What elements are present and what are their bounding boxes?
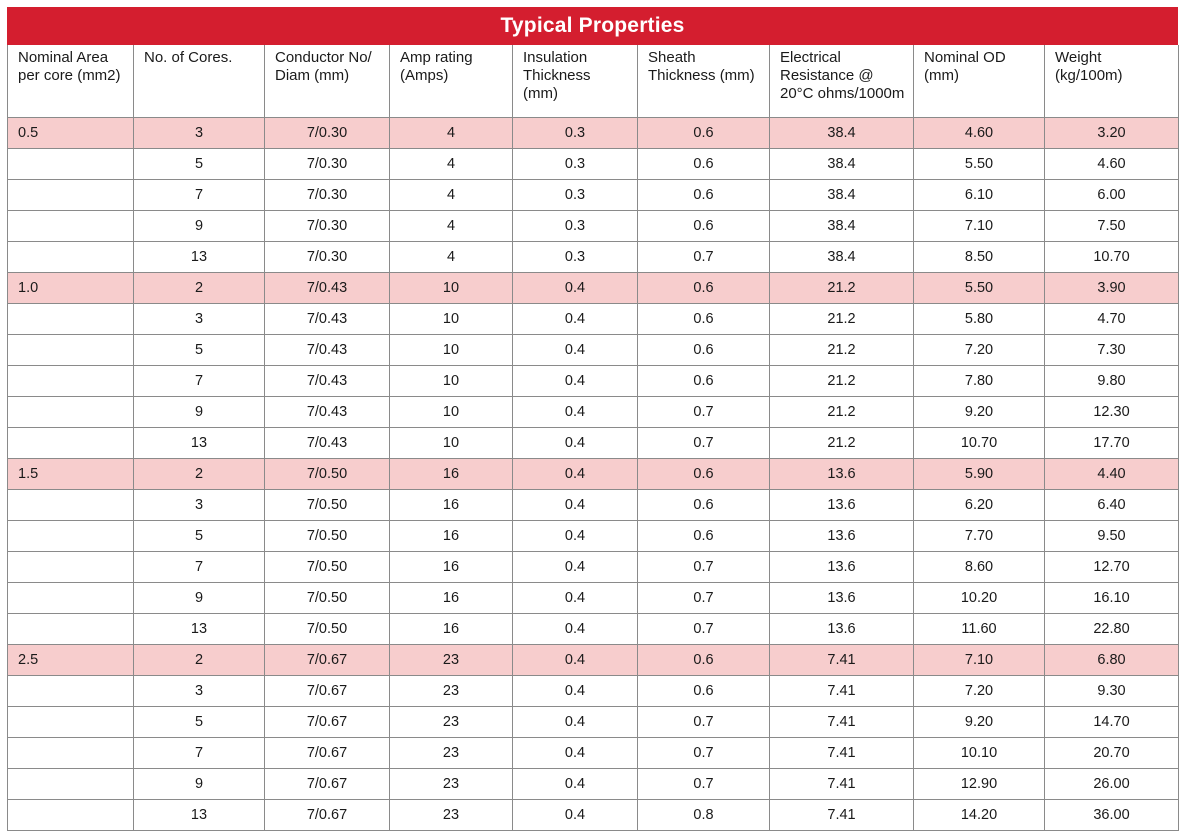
- cell-no-of-cores: 7: [134, 552, 265, 583]
- cell-nominal-od: 8.50: [914, 242, 1045, 273]
- cell-nominal-area: 2.5: [8, 645, 134, 676]
- cell-no-of-cores: 7: [134, 738, 265, 769]
- cell-no-of-cores: 9: [134, 769, 265, 800]
- cell-nominal-od: 9.20: [914, 397, 1045, 428]
- cell-weight: 10.70: [1045, 242, 1179, 273]
- cell-insulation-thickness: 0.4: [513, 428, 638, 459]
- cell-nominal-area: [8, 521, 134, 552]
- cell-conductor: 7/0.30: [265, 211, 390, 242]
- cell-amp-rating: 23: [390, 645, 513, 676]
- table-row: [8, 428, 1179, 459]
- cell-insulation-thickness: 0.4: [513, 769, 638, 800]
- cell-insulation-thickness: 0.4: [513, 614, 638, 645]
- cell-nominal-area: [8, 800, 134, 831]
- cell-conductor: 7/0.67: [265, 707, 390, 738]
- cell-nominal-area: [8, 180, 134, 211]
- cell-nominal-od: 10.10: [914, 738, 1045, 769]
- cell-no-of-cores: 3: [134, 490, 265, 521]
- cell-nominal-area: [8, 769, 134, 800]
- cell-conductor: 7/0.30: [265, 149, 390, 180]
- cell-weight: 3.20: [1045, 118, 1179, 149]
- cell-nominal-area: [8, 707, 134, 738]
- table-row: [8, 521, 1179, 552]
- cell-nominal-area: [8, 242, 134, 273]
- cell-sheath-thickness: 0.6: [638, 366, 770, 397]
- cell-nominal-area: 0.5: [8, 118, 134, 149]
- cell-conductor: 7/0.43: [265, 335, 390, 366]
- cell-weight: 22.80: [1045, 614, 1179, 645]
- cell-sheath-thickness: 0.6: [638, 149, 770, 180]
- cell-nominal-area: 1.5: [8, 459, 134, 490]
- cell-amp-rating: 4: [390, 180, 513, 211]
- cell-conductor: 7/0.67: [265, 676, 390, 707]
- cell-electrical-resistance: 7.41: [770, 769, 914, 800]
- cell-nominal-area: [8, 676, 134, 707]
- cell-nominal-area: [8, 490, 134, 521]
- cell-sheath-thickness: 0.6: [638, 273, 770, 304]
- table-row: [8, 676, 1179, 707]
- cell-sheath-thickness: 0.6: [638, 521, 770, 552]
- cell-insulation-thickness: 0.3: [513, 211, 638, 242]
- cell-electrical-resistance: 38.4: [770, 242, 914, 273]
- cell-weight: 17.70: [1045, 428, 1179, 459]
- cell-nominal-od: 6.20: [914, 490, 1045, 521]
- cell-insulation-thickness: 0.4: [513, 304, 638, 335]
- cell-no-of-cores: 13: [134, 800, 265, 831]
- cell-no-of-cores: 3: [134, 118, 265, 149]
- cell-conductor: 7/0.50: [265, 459, 390, 490]
- cell-amp-rating: 23: [390, 707, 513, 738]
- properties-table: [7, 45, 1179, 831]
- cell-weight: 14.70: [1045, 707, 1179, 738]
- cell-insulation-thickness: 0.4: [513, 335, 638, 366]
- cell-amp-rating: 16: [390, 614, 513, 645]
- cell-conductor: 7/0.43: [265, 273, 390, 304]
- cell-conductor: 7/0.67: [265, 769, 390, 800]
- cell-sheath-thickness: 0.7: [638, 583, 770, 614]
- cell-sheath-thickness: 0.6: [638, 459, 770, 490]
- cell-amp-rating: 4: [390, 211, 513, 242]
- cell-nominal-od: 7.10: [914, 645, 1045, 676]
- cell-weight: 4.40: [1045, 459, 1179, 490]
- cell-weight: 26.00: [1045, 769, 1179, 800]
- cell-sheath-thickness: 0.6: [638, 490, 770, 521]
- cell-insulation-thickness: 0.4: [513, 583, 638, 614]
- cell-nominal-od: 11.60: [914, 614, 1045, 645]
- cell-amp-rating: 10: [390, 335, 513, 366]
- cell-weight: 7.50: [1045, 211, 1179, 242]
- cell-weight: 6.00: [1045, 180, 1179, 211]
- table-row: [8, 242, 1179, 273]
- cell-conductor: 7/0.67: [265, 738, 390, 769]
- cell-insulation-thickness: 0.3: [513, 149, 638, 180]
- cell-insulation-thickness: 0.3: [513, 242, 638, 273]
- table-row: [8, 645, 1179, 676]
- cell-conductor: 7/0.43: [265, 366, 390, 397]
- cell-insulation-thickness: 0.4: [513, 645, 638, 676]
- table-row: [8, 769, 1179, 800]
- cell-no-of-cores: 2: [134, 645, 265, 676]
- cell-amp-rating: 10: [390, 273, 513, 304]
- cell-electrical-resistance: 21.2: [770, 366, 914, 397]
- cell-no-of-cores: 7: [134, 180, 265, 211]
- cell-insulation-thickness: 0.4: [513, 273, 638, 304]
- cell-conductor: 7/0.67: [265, 800, 390, 831]
- cell-electrical-resistance: 7.41: [770, 676, 914, 707]
- cell-electrical-resistance: 38.4: [770, 149, 914, 180]
- cell-nominal-area: [8, 583, 134, 614]
- table-row: [8, 335, 1179, 366]
- table-row: [8, 800, 1179, 831]
- cell-electrical-resistance: 13.6: [770, 490, 914, 521]
- cell-no-of-cores: 13: [134, 428, 265, 459]
- cell-no-of-cores: 9: [134, 211, 265, 242]
- cell-nominal-area: [8, 428, 134, 459]
- cell-nominal-od: 6.10: [914, 180, 1045, 211]
- cell-electrical-resistance: 13.6: [770, 583, 914, 614]
- cell-sheath-thickness: 0.7: [638, 769, 770, 800]
- table-row: [8, 459, 1179, 490]
- cell-weight: 9.80: [1045, 366, 1179, 397]
- cell-conductor: 7/0.30: [265, 118, 390, 149]
- cell-sheath-thickness: 0.6: [638, 211, 770, 242]
- cell-nominal-od: 7.10: [914, 211, 1045, 242]
- cell-insulation-thickness: 0.4: [513, 366, 638, 397]
- cell-conductor: 7/0.30: [265, 242, 390, 273]
- cell-nominal-od: 7.70: [914, 521, 1045, 552]
- cell-nominal-od: 7.20: [914, 335, 1045, 366]
- properties-panel: [7, 7, 1178, 831]
- cell-electrical-resistance: 38.4: [770, 118, 914, 149]
- table-row: [8, 707, 1179, 738]
- table-row: [8, 273, 1179, 304]
- header-conductor: Conductor No/ Diam (mm): [265, 45, 390, 118]
- header-weight: Weight (kg/100m): [1045, 45, 1179, 118]
- cell-sheath-thickness: 0.7: [638, 428, 770, 459]
- cell-sheath-thickness: 0.6: [638, 676, 770, 707]
- cell-sheath-thickness: 0.6: [638, 180, 770, 211]
- cell-nominal-od: 5.50: [914, 273, 1045, 304]
- cell-weight: 6.40: [1045, 490, 1179, 521]
- table-title: Typical Properties: [7, 7, 1178, 45]
- cell-conductor: 7/0.43: [265, 397, 390, 428]
- cell-weight: 9.50: [1045, 521, 1179, 552]
- cell-nominal-od: 10.20: [914, 583, 1045, 614]
- header-sheath-thickness: Sheath Thickness (mm): [638, 45, 770, 118]
- cell-no-of-cores: 3: [134, 676, 265, 707]
- cell-no-of-cores: 9: [134, 583, 265, 614]
- cell-insulation-thickness: 0.4: [513, 707, 638, 738]
- cell-electrical-resistance: 21.2: [770, 273, 914, 304]
- cell-nominal-od: 5.50: [914, 149, 1045, 180]
- cell-no-of-cores: 13: [134, 614, 265, 645]
- cell-amp-rating: 4: [390, 242, 513, 273]
- cell-conductor: 7/0.43: [265, 304, 390, 335]
- cell-conductor: 7/0.67: [265, 645, 390, 676]
- cell-nominal-area: [8, 304, 134, 335]
- cell-insulation-thickness: 0.4: [513, 459, 638, 490]
- cell-electrical-resistance: 21.2: [770, 428, 914, 459]
- table-row: [8, 149, 1179, 180]
- cell-electrical-resistance: 13.6: [770, 552, 914, 583]
- table-row: [8, 583, 1179, 614]
- cell-amp-rating: 16: [390, 521, 513, 552]
- cell-conductor: 7/0.50: [265, 490, 390, 521]
- header-electrical-resistance: Electrical Resistance @ 20°C ohms/1000m: [770, 45, 914, 118]
- header-nominal-od: Nominal OD (mm): [914, 45, 1045, 118]
- header-amp-rating: Amp rating (Amps): [390, 45, 513, 118]
- cell-weight: 36.00: [1045, 800, 1179, 831]
- header-no-of-cores: No. of Cores.: [134, 45, 265, 118]
- cell-nominal-area: [8, 335, 134, 366]
- cell-weight: 3.90: [1045, 273, 1179, 304]
- cell-sheath-thickness: 0.6: [638, 118, 770, 149]
- cell-amp-rating: 23: [390, 738, 513, 769]
- cell-amp-rating: 10: [390, 366, 513, 397]
- cell-nominal-od: 8.60: [914, 552, 1045, 583]
- cell-weight: 16.10: [1045, 583, 1179, 614]
- cell-nominal-area: [8, 738, 134, 769]
- table-row: [8, 397, 1179, 428]
- cell-no-of-cores: 2: [134, 459, 265, 490]
- header-nominal-area: Nominal Area per core (mm2): [8, 45, 134, 118]
- cell-sheath-thickness: 0.6: [638, 335, 770, 366]
- cell-nominal-area: [8, 552, 134, 583]
- cell-nominal-od: 7.20: [914, 676, 1045, 707]
- cell-amp-rating: 10: [390, 428, 513, 459]
- cell-nominal-area: [8, 149, 134, 180]
- cell-conductor: 7/0.43: [265, 428, 390, 459]
- cell-amp-rating: 23: [390, 769, 513, 800]
- cell-amp-rating: 16: [390, 552, 513, 583]
- cell-insulation-thickness: 0.4: [513, 490, 638, 521]
- cell-amp-rating: 16: [390, 490, 513, 521]
- cell-nominal-od: 7.80: [914, 366, 1045, 397]
- cell-no-of-cores: 5: [134, 707, 265, 738]
- cell-nominal-od: 14.20: [914, 800, 1045, 831]
- table-row: [8, 118, 1179, 149]
- cell-electrical-resistance: 21.2: [770, 397, 914, 428]
- cell-amp-rating: 16: [390, 459, 513, 490]
- cell-insulation-thickness: 0.4: [513, 552, 638, 583]
- cell-amp-rating: 4: [390, 118, 513, 149]
- table-body: [8, 118, 1179, 831]
- cell-nominal-od: 10.70: [914, 428, 1045, 459]
- header-insulation-thickness: Insulation Thickness (mm): [513, 45, 638, 118]
- cell-amp-rating: 10: [390, 304, 513, 335]
- cell-sheath-thickness: 0.7: [638, 738, 770, 769]
- table-row: [8, 366, 1179, 397]
- cell-no-of-cores: 5: [134, 335, 265, 366]
- cell-insulation-thickness: 0.4: [513, 738, 638, 769]
- cell-electrical-resistance: 38.4: [770, 211, 914, 242]
- cell-electrical-resistance: 13.6: [770, 521, 914, 552]
- cell-insulation-thickness: 0.3: [513, 118, 638, 149]
- cell-sheath-thickness: 0.6: [638, 645, 770, 676]
- cell-electrical-resistance: 7.41: [770, 800, 914, 831]
- cell-sheath-thickness: 0.7: [638, 707, 770, 738]
- cell-amp-rating: 16: [390, 583, 513, 614]
- table-row: [8, 614, 1179, 645]
- cell-electrical-resistance: 38.4: [770, 180, 914, 211]
- cell-conductor: 7/0.50: [265, 521, 390, 552]
- cell-amp-rating: 23: [390, 676, 513, 707]
- cell-electrical-resistance: 21.2: [770, 335, 914, 366]
- cell-nominal-od: 5.90: [914, 459, 1045, 490]
- cell-sheath-thickness: 0.7: [638, 614, 770, 645]
- cell-conductor: 7/0.30: [265, 180, 390, 211]
- cell-electrical-resistance: 21.2: [770, 304, 914, 335]
- cell-insulation-thickness: 0.3: [513, 180, 638, 211]
- cell-weight: 9.30: [1045, 676, 1179, 707]
- cell-conductor: 7/0.50: [265, 552, 390, 583]
- cell-sheath-thickness: 0.7: [638, 552, 770, 583]
- cell-electrical-resistance: 13.6: [770, 614, 914, 645]
- cell-weight: 4.60: [1045, 149, 1179, 180]
- table-row: [8, 180, 1179, 211]
- cell-electrical-resistance: 7.41: [770, 645, 914, 676]
- cell-weight: 6.80: [1045, 645, 1179, 676]
- cell-nominal-area: [8, 366, 134, 397]
- cell-conductor: 7/0.50: [265, 583, 390, 614]
- cell-conductor: 7/0.50: [265, 614, 390, 645]
- cell-no-of-cores: 5: [134, 149, 265, 180]
- cell-electrical-resistance: 7.41: [770, 738, 914, 769]
- cell-no-of-cores: 3: [134, 304, 265, 335]
- table-row: [8, 490, 1179, 521]
- cell-no-of-cores: 2: [134, 273, 265, 304]
- cell-sheath-thickness: 0.7: [638, 242, 770, 273]
- table-row: [8, 211, 1179, 242]
- cell-sheath-thickness: 0.6: [638, 304, 770, 335]
- cell-weight: 20.70: [1045, 738, 1179, 769]
- cell-sheath-thickness: 0.8: [638, 800, 770, 831]
- header-row: [8, 45, 1179, 118]
- cell-amp-rating: 23: [390, 800, 513, 831]
- cell-electrical-resistance: 13.6: [770, 459, 914, 490]
- cell-amp-rating: 10: [390, 397, 513, 428]
- table-row: [8, 738, 1179, 769]
- cell-insulation-thickness: 0.4: [513, 800, 638, 831]
- cell-weight: 12.70: [1045, 552, 1179, 583]
- cell-no-of-cores: 13: [134, 242, 265, 273]
- cell-nominal-area: 1.0: [8, 273, 134, 304]
- cell-weight: 4.70: [1045, 304, 1179, 335]
- cell-amp-rating: 4: [390, 149, 513, 180]
- cell-nominal-area: [8, 397, 134, 428]
- cell-nominal-od: 9.20: [914, 707, 1045, 738]
- cell-no-of-cores: 9: [134, 397, 265, 428]
- cell-nominal-od: 12.90: [914, 769, 1045, 800]
- cell-insulation-thickness: 0.4: [513, 676, 638, 707]
- cell-weight: 7.30: [1045, 335, 1179, 366]
- cell-sheath-thickness: 0.7: [638, 397, 770, 428]
- cell-insulation-thickness: 0.4: [513, 521, 638, 552]
- cell-electrical-resistance: 7.41: [770, 707, 914, 738]
- table-row: [8, 304, 1179, 335]
- cell-nominal-od: 4.60: [914, 118, 1045, 149]
- cell-no-of-cores: 7: [134, 366, 265, 397]
- cell-nominal-od: 5.80: [914, 304, 1045, 335]
- cell-weight: 12.30: [1045, 397, 1179, 428]
- cell-nominal-area: [8, 614, 134, 645]
- table-row: [8, 552, 1179, 583]
- cell-insulation-thickness: 0.4: [513, 397, 638, 428]
- cell-no-of-cores: 5: [134, 521, 265, 552]
- cell-nominal-area: [8, 211, 134, 242]
